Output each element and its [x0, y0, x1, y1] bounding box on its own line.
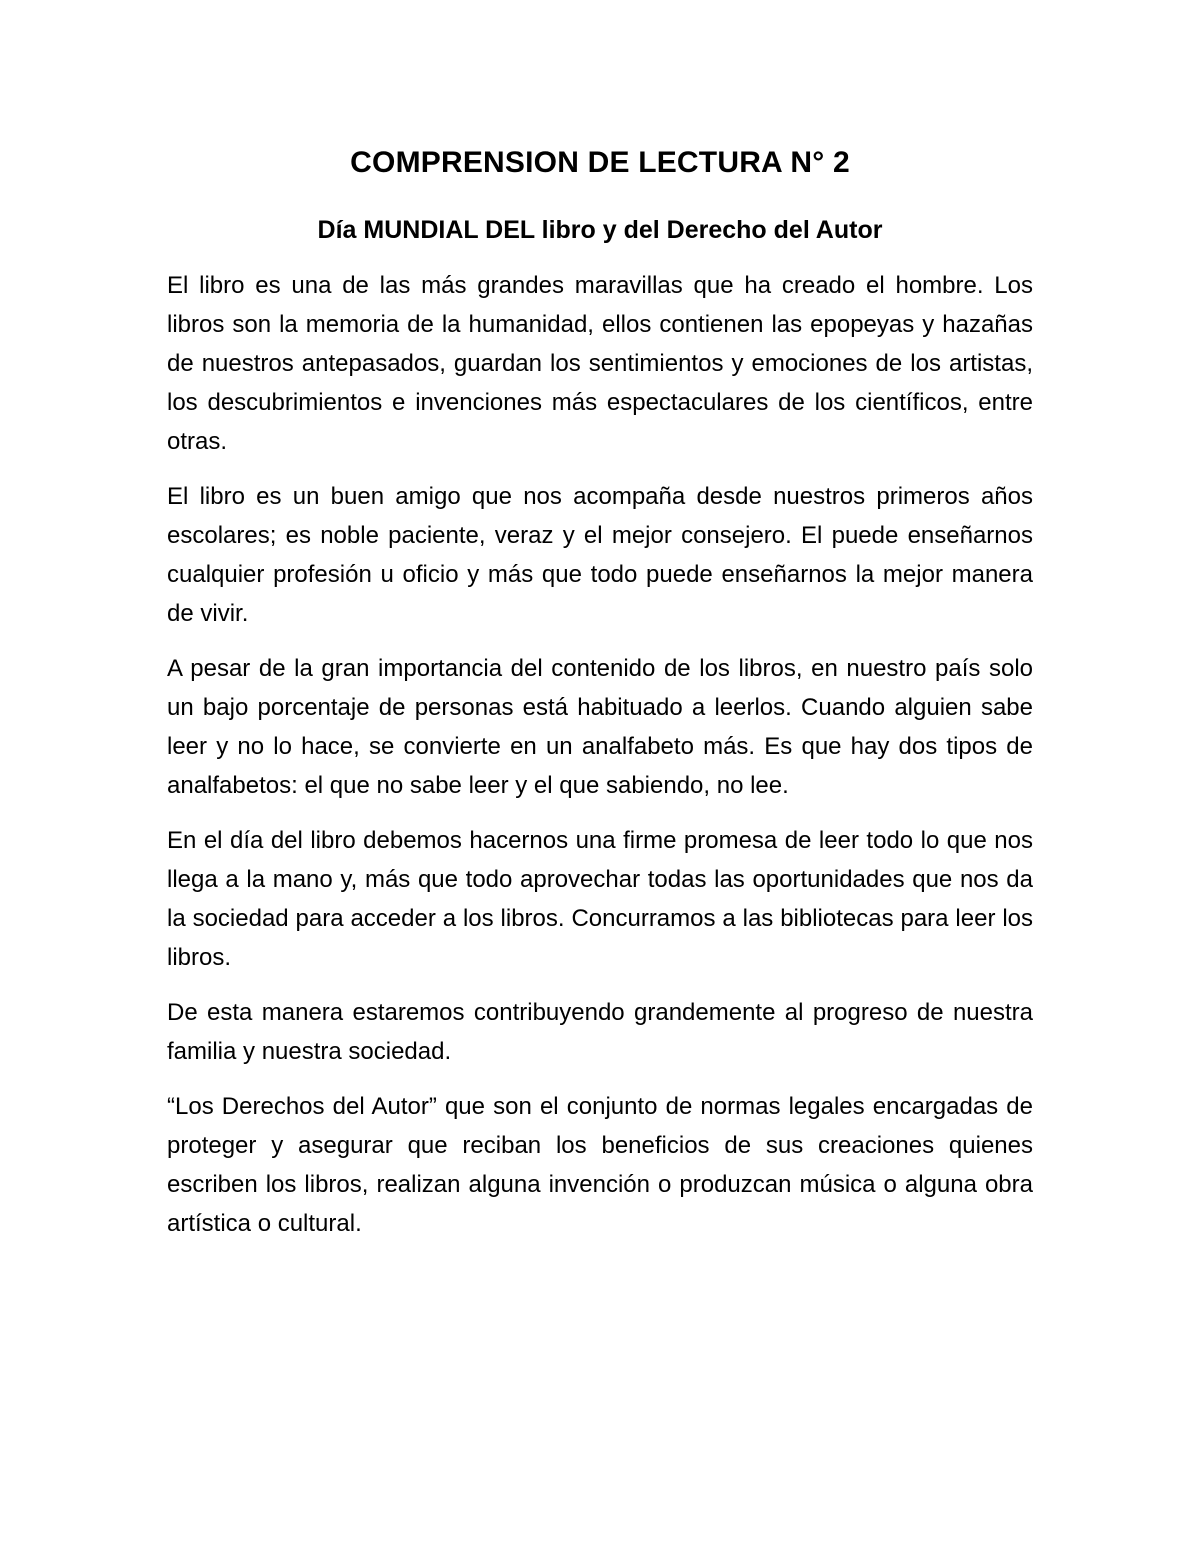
paragraph-5: De esta manera estaremos contribuyendo grandemente al progreso de nuestra familia y nuestra sociedad.: [167, 999, 1033, 1065]
paragraph-1: El libro es una de las más grandes maravillas que ha creado el hombre. Los libros son la memoria de la humanidad, ellos contienen las epopeyas y hazañas de nuestros antepasados, guardan los sentimientos y emociones de los artistas, los descubrimientos e invenciones más espectaculares de los científicos, entre otras.: [167, 272, 1033, 455]
document-title: COMPRENSION DE LECTURA N° 2: [350, 146, 850, 179]
paragraph-3: A pesar de la gran importancia del contenido de los libros, en nuestro país solo un bajo porcentaje de personas está habituado a leerlos. Cuando alguien sabe leer y no lo hace, se convierte en un analfabeto más. Es que hay dos tipos de analfabetos: el que no sabe leer y el que sabiendo, no lee.: [167, 655, 1033, 799]
paragraph-2: El libro es un buen amigo que nos acompaña desde nuestros primeros años escolares; es noble paciente, veraz y el mejor consejero. El puede enseñarnos cualquier profesión u oficio y más que todo puede enseñarnos la mejor manera de vivir.: [167, 483, 1033, 627]
paragraph-6: “Los Derechos del Autor” que son el conjunto de normas legales encargadas de proteger y asegurar que reciban los beneficios de sus creaciones quienes escriben los libros, realizan alguna invención o produzcan música o alguna obra artística o cultural.: [167, 1093, 1033, 1237]
document-subtitle: Día MUNDIAL DEL libro y del Derecho del Autor: [317, 216, 883, 244]
paragraph-4: En el día del libro debemos hacernos una firme promesa de leer todo lo que nos llega a la mano y, más que todo aprovechar todas las oportunidades que nos da la sociedad para acceder a los libros. Concurramos a las bibliotecas para leer los libros.: [167, 827, 1033, 971]
document-body: [167, 140, 1033, 1243]
